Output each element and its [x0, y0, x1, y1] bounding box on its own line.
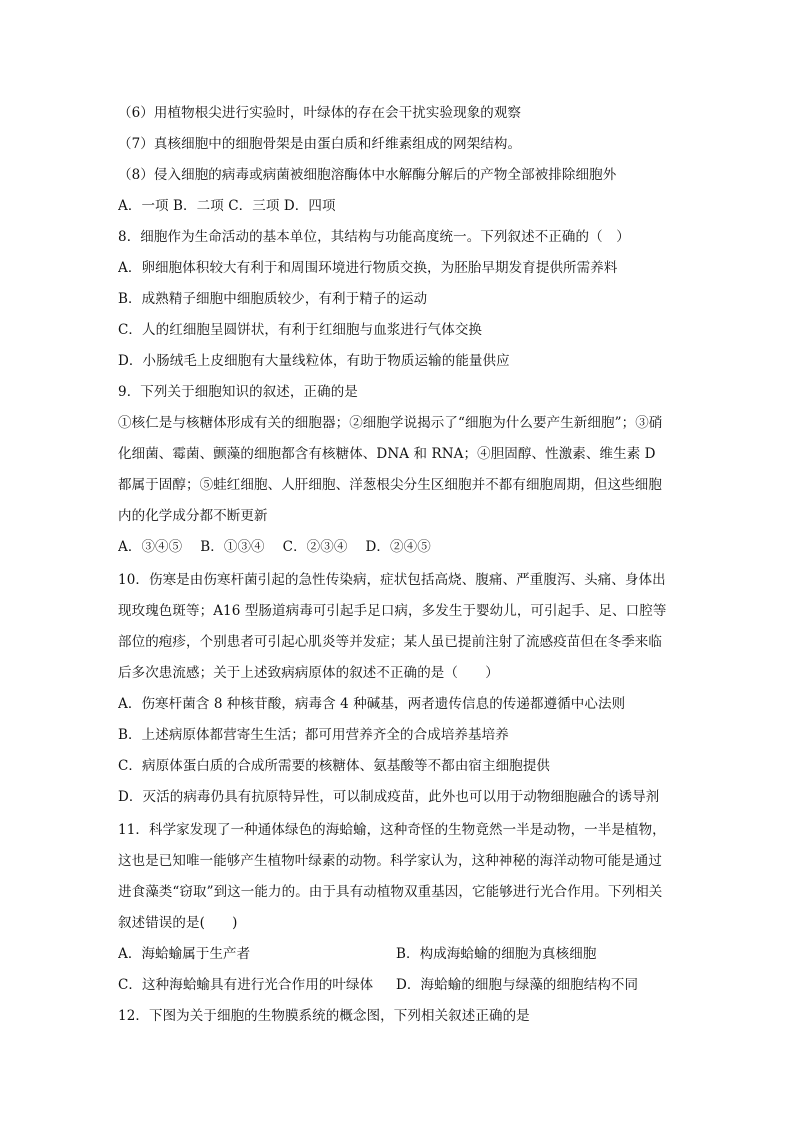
text-line: （7）真核细胞中的细胞骨架是由蛋白质和纤维素组成的网架结构。 — [118, 136, 522, 152]
text-line: 这也是已知唯一能够产生植物叶绿素的动物。科学家认为，这种神秘的海洋动物可能是通过 — [118, 853, 662, 869]
question-9-stem: 9．下列关于细胞知识的叙述，正确的是 — [118, 384, 358, 400]
question-10-stem: 10．伤寒是由伤寒杆菌引起的急性传染病，症状包括高烧、腹痛、严重腹泻、头痛、身体出 — [118, 572, 666, 588]
text-line: C．病原体蛋白质的合成所需要的核糖体、氨基酸等不都由宿主细胞提供 — [118, 758, 551, 774]
text-line: A．伤寒杆菌含 8 种核苷酸，病毒含 4 种碱基，两者遗传信息的传递都遵循中心法则 — [118, 696, 626, 712]
q11-option-b: B．构成海蛤蝓的细胞为真核细胞 — [396, 946, 597, 962]
text-line: 化细菌、霉菌、颤藻的细胞都含有核糖体、DNA 和 RNA；④胆固醇、性激素、维生素 D — [118, 446, 656, 462]
text-line: D．小肠绒毛上皮细胞有大量线粒体，有助于物质运输的能量供应 — [118, 353, 510, 369]
question-8-stem: 8．细胞作为生命活动的基本单位，其结构与功能高度统一。下列叙述不正确的（ ） — [118, 229, 630, 245]
q11-option-d: D．海蛤蝓的细胞与绿藻的细胞结构不同 — [396, 977, 639, 993]
text-line: ①核仁是与核糖体形成有关的细胞器；②细胞学说揭示了“细胞为什么要产生新细胞”；③硝 — [118, 415, 663, 431]
q11-option-c: C．这种海蛤蝓具有进行光合作用的叶绿体 — [118, 977, 374, 993]
text-line: 都属于固醇；⑤蛙红细胞、人肝细胞、洋葱根尖分生区细胞并不都有细胞周期，但这些细胞 — [118, 477, 662, 493]
text-line: A．③④⑤ B．①③④ C．②③④ D．②④⑤ — [118, 539, 431, 555]
text-line: 进食藻类“窃取”到这一能力的。由于具有动植物双重基因，它能够进行光合作用。下列相关 — [118, 884, 663, 900]
text-line: A．卵细胞体积较大有利于和周围环境进行物质交换，为胚胎早期发育提供所需养料 — [118, 260, 618, 276]
text-line: D．灭活的病毒仍具有抗原特异性，可以制成疫苗，此外也可以用于动物细胞融合的诱导剂 — [118, 789, 660, 805]
text-line: （8）侵入细胞的病毒或病菌被细胞溶酶体中水解酶分解后的产物全部被排除细胞外 — [118, 167, 617, 183]
text-line: 部位的疱疹，个别患者可引起心肌炎等并发症；某人虽已提前注射了流感疫苗但在冬季来临 — [118, 634, 662, 650]
text-line: 现玫瑰色斑等；A16 型肠道病毒可引起手足口病，多发生于婴幼儿，可引起手、足、口腔等 — [118, 603, 667, 619]
question-11-stem: 11．科学家发现了一种通体绿色的海蛤蝓，这种奇怪的生物竟然一半是动物，一半是植物， — [118, 822, 666, 838]
text-line: 后多次患流感；关于上述致病病原体的叙述不正确的是（ ） — [118, 665, 499, 681]
text-line: 叙述错误的是( ) — [118, 915, 238, 931]
q11-options-row-1 — [118, 944, 680, 964]
question-12-stem: 12．下图为关于细胞的生物膜系统的概念图，下列相关叙述正确的是 — [118, 1008, 530, 1024]
text-line: C．人的红细胞呈圆饼状，有利于红细胞与血浆进行气体交换 — [118, 322, 483, 338]
text-line: A．一项 B．二项 C．三项 D．四项 — [118, 198, 336, 214]
text-line: B．上述病原体都营寄生生活；都可用营养齐全的合成培养基培养 — [118, 727, 509, 743]
text-line: B．成熟精子细胞中细胞质较少，有利于精子的运动 — [118, 291, 428, 307]
text-line: 内的化学成分都不断更新 — [118, 508, 268, 524]
text-line: （6）用植物根尖进行实验时，叶绿体的存在会干扰实验现象的观察 — [118, 105, 522, 121]
q11-options-row-2 — [118, 975, 680, 995]
q11-option-a: A．海蛤蝓属于生产者 — [118, 946, 251, 962]
